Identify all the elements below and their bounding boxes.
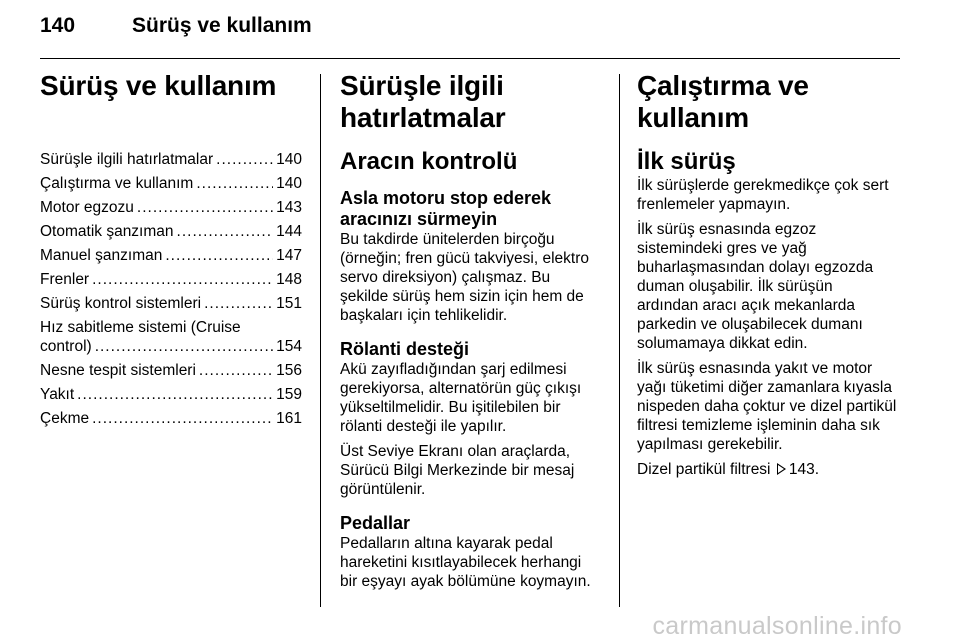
toc-entry[interactable]: Motor egzozu ..... 143 — [40, 198, 302, 217]
reminders-column — [340, 70, 602, 591]
toc-entry[interactable]: Sürüşle ilgili hatırlatmalar ..... 140 — [40, 150, 302, 169]
toc-column — [40, 70, 302, 433]
toc-entry[interactable]: Çalıştırma ve kullanım ..... 140 — [40, 174, 302, 193]
toc-entry[interactable]: Frenler ..... 148 — [40, 270, 302, 289]
chapter-title: Sürüş ve kullanım — [40, 70, 277, 101]
toc-entry[interactable]: Hız sabitleme sistemi (Cruise control) ..... 154 — [40, 318, 302, 356]
paragraph: Pedalların altına kayarak pedal hareketini kısıtlayabilecek herhangi bir eşyayı ayak bölümüne koymayın. — [340, 535, 591, 590]
cross-reference[interactable]: Dizel partikül filtresi 143. — [637, 461, 819, 478]
subsection-title: İlk sürüş — [637, 148, 736, 175]
table-of-contents — [40, 150, 302, 428]
section-title: Çalıştırma ve kullanım — [637, 70, 809, 133]
header-rule — [40, 58, 900, 59]
column-divider-1 — [320, 74, 321, 607]
watermark: carmanualsonline.info — [652, 612, 902, 640]
paragraph: Akü zayıfladığından şarj edilmesi gerekiyorsa, alternatörün güç çıkışı yükseltilmelidir. Bu işitilebilen bir rölanti desteği ile yapılır. — [340, 361, 582, 435]
toc-entry[interactable]: Yakıt ..... 159 — [40, 385, 302, 404]
topic-heading: Rölanti desteği — [340, 339, 470, 359]
paragraph: Üst Seviye Ekranı olan araçlarda, Sürücü Bilgi Merkezinde bir mesaj görüntülenir. — [340, 443, 575, 498]
column-divider-2 — [619, 74, 620, 607]
topic-heading: Pedallar — [340, 513, 411, 533]
page-number: 140 — [40, 14, 76, 37]
section-title: Sürüşle ilgili hatırlatmalar — [340, 70, 506, 133]
paragraph: Bu takdirde ünitelerden birçoğu (örneğin; fren gücü takviyesi, elektro servo direksiyon) çalışmaz. Bu şekilde sürüş hem sizin için hem de başkaları için tehlikelidir. — [340, 231, 589, 324]
subsection-title: Aracın kontrolü — [340, 148, 518, 175]
toc-entry[interactable]: Çekme ..... 161 — [40, 409, 302, 428]
paragraph: İlk sürüş esnasında yakıt ve motor yağı tüketimi diğer zamanlara kıyasla nispeden daha çoktur ve dizel partikül filtresi temizleme işleminin daha sık yapılması gerekebilir. — [637, 360, 897, 453]
paragraph: İlk sürüşlerde gerekmedikçe çok sert frenlemeler yapmayın. — [637, 177, 889, 213]
operation-column — [637, 70, 907, 479]
toc-entry[interactable]: Nesne tespit sistemleri ..... 156 — [40, 361, 302, 380]
toc-entry[interactable]: Otomatik şanzıman ..... 144 — [40, 222, 302, 241]
page-reference-arrow-icon — [777, 463, 786, 475]
toc-entry[interactable]: Sürüş kontrol sistemleri ..... 151 — [40, 294, 302, 313]
paragraph: İlk sürüş esnasında egzoz sistemindeki gres ve yağ buharlaşmasından dolayı egzozda duman oluşabilir. İlk sürüşün ardından aracı açık mekanlarda parkedin ve oluşabilecek dumanı solumamaya dikkat edin. — [637, 221, 874, 352]
topic-heading: Asla motoru stop ederek aracınızı sürmeyin — [340, 188, 552, 229]
toc-entry[interactable]: Manuel şanzıman ..... 147 — [40, 246, 302, 265]
running-header: Sürüş ve kullanım — [132, 14, 312, 37]
